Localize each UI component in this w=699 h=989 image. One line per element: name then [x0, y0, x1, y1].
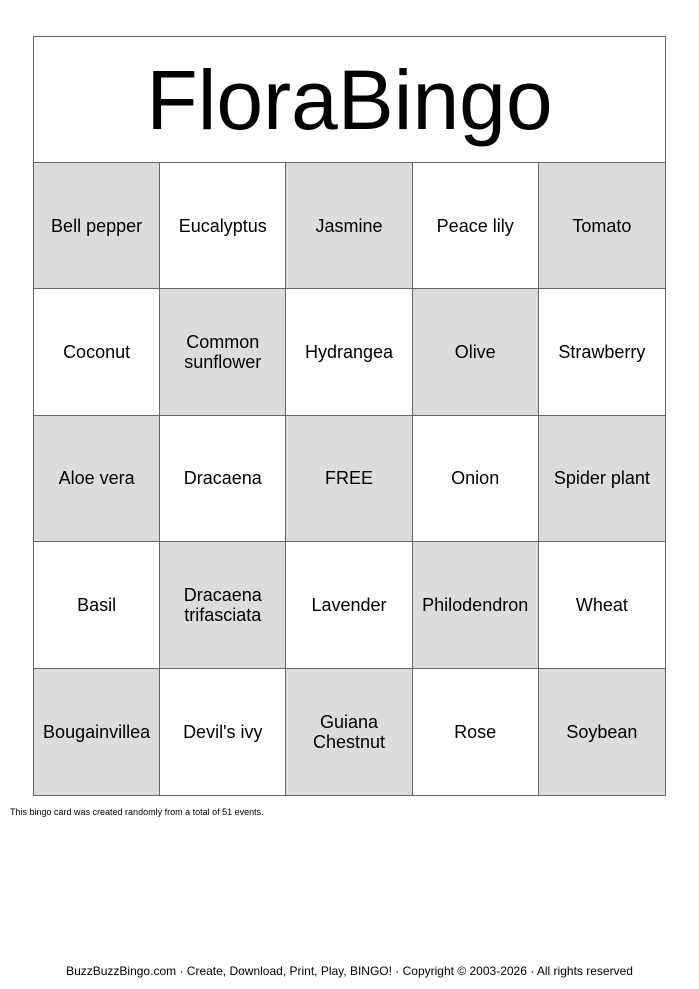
bingo-cell	[160, 289, 286, 415]
cell-label: Lavender	[311, 594, 387, 615]
card-title: FloraBingo	[34, 37, 665, 163]
cell-label: Bell pepper	[51, 215, 143, 236]
cell-label: Coconut	[63, 342, 131, 363]
bingo-cell	[413, 542, 539, 668]
bingo-cell	[539, 669, 665, 795]
bingo-cell	[34, 669, 160, 795]
bingo-grid	[34, 163, 665, 795]
bingo-cell	[413, 669, 539, 795]
cell-label: Dracaena trifasciata	[183, 584, 262, 625]
bingo-cell	[286, 669, 412, 795]
cell-label: Hydrangea	[304, 342, 394, 363]
cell-label: Rose	[454, 721, 497, 742]
bingo-cell	[34, 416, 160, 542]
bingo-cell	[286, 163, 412, 289]
bingo-cell	[160, 669, 286, 795]
cell-label: Jasmine	[315, 215, 383, 236]
bingo-cell	[34, 163, 160, 289]
bingo-cell	[160, 542, 286, 668]
bingo-cell	[160, 416, 286, 542]
bingo-cell	[286, 289, 412, 415]
bingo-cell	[34, 289, 160, 415]
bingo-cell	[539, 163, 665, 289]
cell-label: Bougainvillea	[43, 721, 151, 742]
generation-note: This bingo card was created randomly from a total of 51 events.	[10, 807, 264, 817]
footer-copyright: BuzzBuzzBingo.com · Create, Download, Print, Play, BINGO! · Copyright © 2003-2026 · All rights reserved	[66, 964, 633, 978]
bingo-card	[33, 36, 666, 796]
cell-label: Spider plant	[553, 468, 650, 489]
cell-label: FREE	[324, 468, 373, 489]
bingo-cell	[413, 163, 539, 289]
cell-label: Strawberry	[558, 342, 646, 363]
cell-label: Dracaena	[183, 468, 262, 489]
bingo-cell	[160, 163, 286, 289]
cell-label: Olive	[454, 342, 496, 363]
cell-label: Devil's ivy	[183, 721, 263, 742]
cell-label: Tomato	[572, 215, 632, 236]
cell-label: Peace lily	[436, 215, 514, 236]
cell-label: Aloe vera	[58, 468, 135, 489]
cell-label: Guiana Chestnut	[312, 711, 386, 752]
bingo-cell	[539, 289, 665, 415]
cell-label: Philodendron	[422, 594, 529, 615]
bingo-cell	[413, 416, 539, 542]
bingo-cell	[34, 542, 160, 668]
cell-label: Onion	[451, 468, 500, 489]
cell-label: Common sunflower	[184, 332, 262, 373]
cell-label: Soybean	[566, 721, 638, 742]
bingo-cell	[286, 542, 412, 668]
bingo-cell-free	[286, 416, 412, 542]
bingo-cell	[539, 416, 665, 542]
cell-label: Wheat	[575, 594, 628, 615]
bingo-cell	[413, 289, 539, 415]
cell-label: Basil	[77, 594, 117, 615]
bingo-cell	[539, 542, 665, 668]
cell-label: Eucalyptus	[178, 215, 267, 236]
